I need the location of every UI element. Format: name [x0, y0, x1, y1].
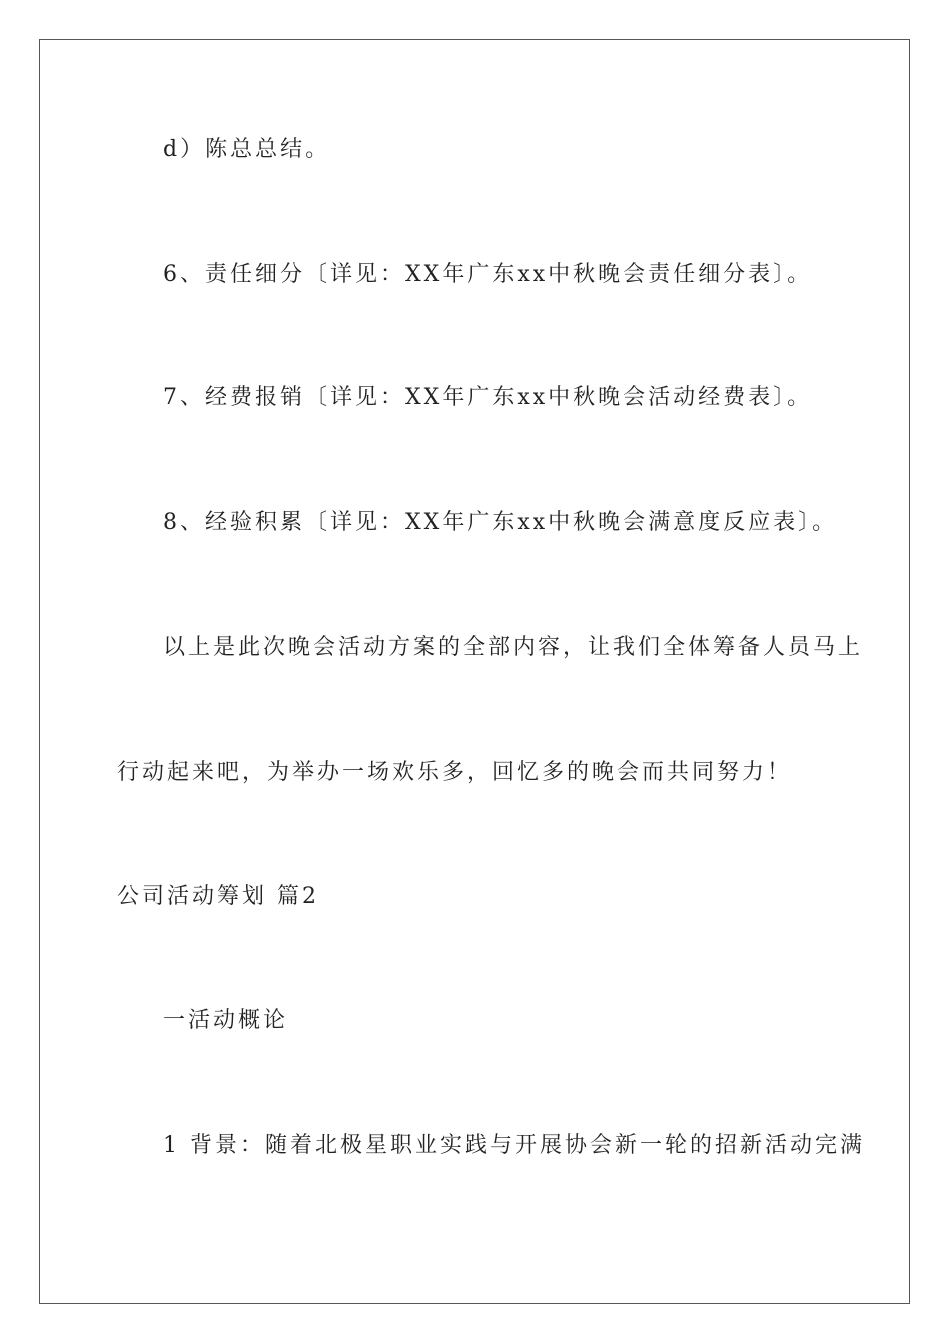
paragraph-item-6: 6、责任细分〔详见：XX年广东xx中秋晚会责任细分表〕。	[163, 262, 813, 287]
paragraph-background: 1 背景：随着北极星职业实践与开展协会新一轮的招新活动完满	[163, 1133, 865, 1158]
paragraph-item-7: 7、经费报销〔详见：XX年广东xx中秋晚会活动经费表〕。	[163, 385, 813, 410]
paragraph-d-summary: d）陈总总结。	[163, 137, 331, 162]
subsection-heading: 一活动概论	[163, 1008, 289, 1033]
paragraph-item-8: 8、经验积累〔详见：XX年广东xx中秋晚会满意度反应表〕。	[163, 510, 838, 535]
paragraph-closing-line-1: 以上是此次晚会活动方案的全部内容，让我们全体筹备人员马上	[163, 635, 864, 660]
section-heading: 公司活动筹划 篇2	[117, 884, 319, 909]
page-border	[39, 39, 910, 1304]
paragraph-closing-line-2: 行动起来吧，为举办一场欢乐多，回忆多的晚会而共同努力！	[117, 760, 793, 785]
